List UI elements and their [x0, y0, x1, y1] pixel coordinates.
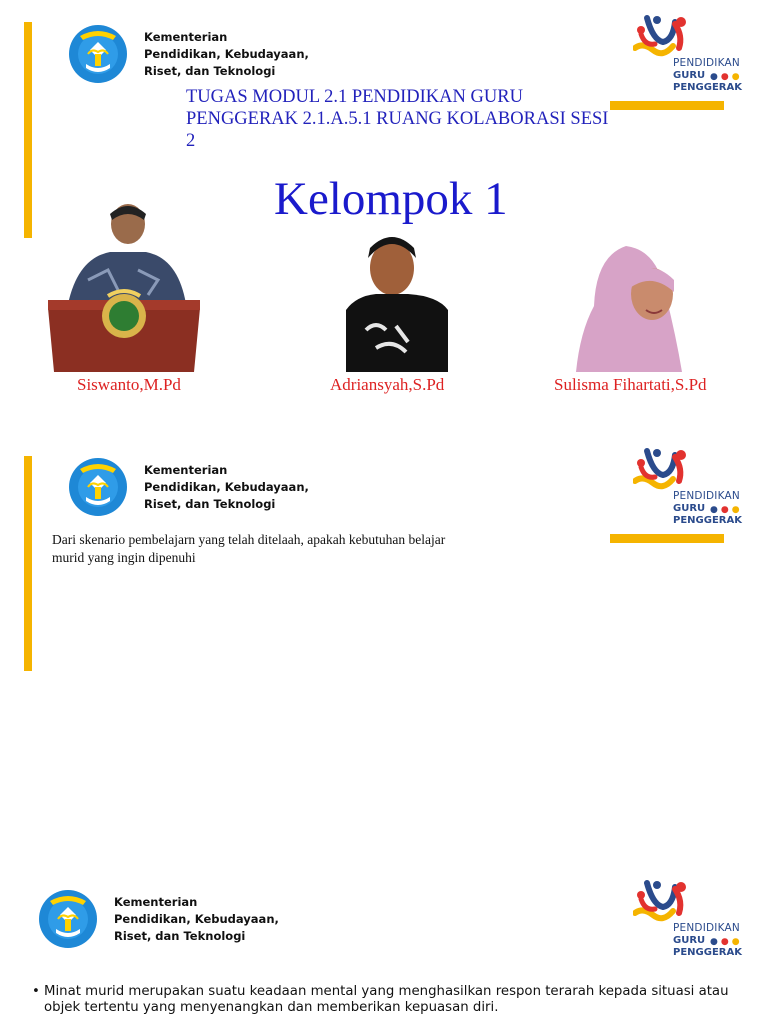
- kemdikbud-logo: [38, 889, 279, 949]
- kemdikbud-line-1: Kementerian: [144, 29, 228, 44]
- pendidikan-guru-penggerak-logo: [633, 12, 745, 92]
- kemdikbud-logo: [68, 457, 309, 517]
- kemdikbud-line-2: Pendidikan, Kebudayaan,: [144, 479, 309, 494]
- bullet-list: [32, 984, 752, 1016]
- accent-bar-horizontal: [610, 101, 724, 110]
- guru-penggerak-mark-icon: [633, 12, 745, 58]
- pendidikan-guru-penggerak-logo: [633, 445, 745, 525]
- kemdikbud-line-3: Riset, dan Teknologi: [144, 63, 276, 78]
- accent-bar-horizontal: [610, 534, 724, 543]
- pgp-line-1: PENDIDIKAN: [673, 922, 740, 934]
- slide-1: [0, 0, 768, 432]
- guru-penggerak-mark-icon: [633, 445, 745, 491]
- pgp-dots-icon: ●●●: [710, 72, 743, 82]
- bullet-dot-icon: •: [32, 984, 40, 999]
- member-name-1: Siswanto,M.Pd: [77, 375, 181, 394]
- guru-penggerak-mark-icon: [633, 877, 745, 923]
- pgp-line-3: PENGGERAK: [673, 947, 742, 958]
- bullet-item: [32, 984, 752, 1016]
- pgp-line-2: GURU: [673, 935, 706, 946]
- kemdikbud-line-1: Kementerian: [114, 894, 198, 909]
- group-heading: Kelompok 1: [274, 173, 508, 225]
- pgp-dots-icon: ●●●: [710, 505, 743, 515]
- kemdikbud-line-1: Kementerian: [144, 462, 228, 477]
- task-title: TUGAS MODUL 2.1 PENDIDIKAN GURU PENGGERAK 2.1.A.5.1 RUANG KOLABORASI SESI 2: [186, 87, 609, 151]
- pendidikan-guru-penggerak-logo: [633, 877, 745, 957]
- slide-3: [0, 864, 768, 1024]
- bullet-text: Minat murid merupakan suatu keadaan mental yang menghasilkan respon terarah kepada situasi atau objek tertentu yang menyenangkan dan memberikan kepuasan diri.: [44, 984, 729, 1015]
- member-photo-siswanto: [48, 200, 200, 372]
- pgp-line-2: GURU: [673, 503, 706, 514]
- kemdikbud-line-3: Riset, dan Teknologi: [114, 928, 246, 943]
- member-name-2: Adriansyah,S.Pd: [330, 375, 445, 394]
- kemdikbud-logo: [68, 24, 309, 84]
- tut-wuri-handayani-emblem-icon: [38, 889, 98, 949]
- member-photo-adriansyah: [346, 230, 448, 372]
- kemdikbud-line-3: Riset, dan Teknologi: [144, 496, 276, 511]
- tut-wuri-handayani-emblem-icon: [68, 24, 128, 84]
- pgp-line-2: GURU: [673, 70, 706, 81]
- accent-bar-vertical: [24, 456, 32, 671]
- pgp-line-1: PENDIDIKAN: [673, 57, 740, 69]
- kemdikbud-line-2: Pendidikan, Kebudayaan,: [114, 911, 279, 926]
- member-photo-sulisma: [566, 236, 686, 372]
- tut-wuri-handayani-emblem-icon: [68, 457, 128, 517]
- pgp-dots-icon: ●●●: [710, 937, 743, 947]
- kemdikbud-line-2: Pendidikan, Kebudayaan,: [144, 46, 309, 61]
- pgp-line-3: PENGGERAK: [673, 82, 742, 93]
- question-text: Dari skenario pembelajarn yang telah ditelaah, apakah kebutuhan belajar murid yang ingin dipenuhi: [52, 532, 446, 565]
- accent-bar-vertical: [24, 22, 32, 238]
- slide-2: [0, 432, 768, 864]
- pgp-line-3: PENGGERAK: [673, 515, 742, 526]
- member-name-3: Sulisma Fihartati,S.Pd: [554, 375, 707, 394]
- pgp-line-1: PENDIDIKAN: [673, 490, 740, 502]
